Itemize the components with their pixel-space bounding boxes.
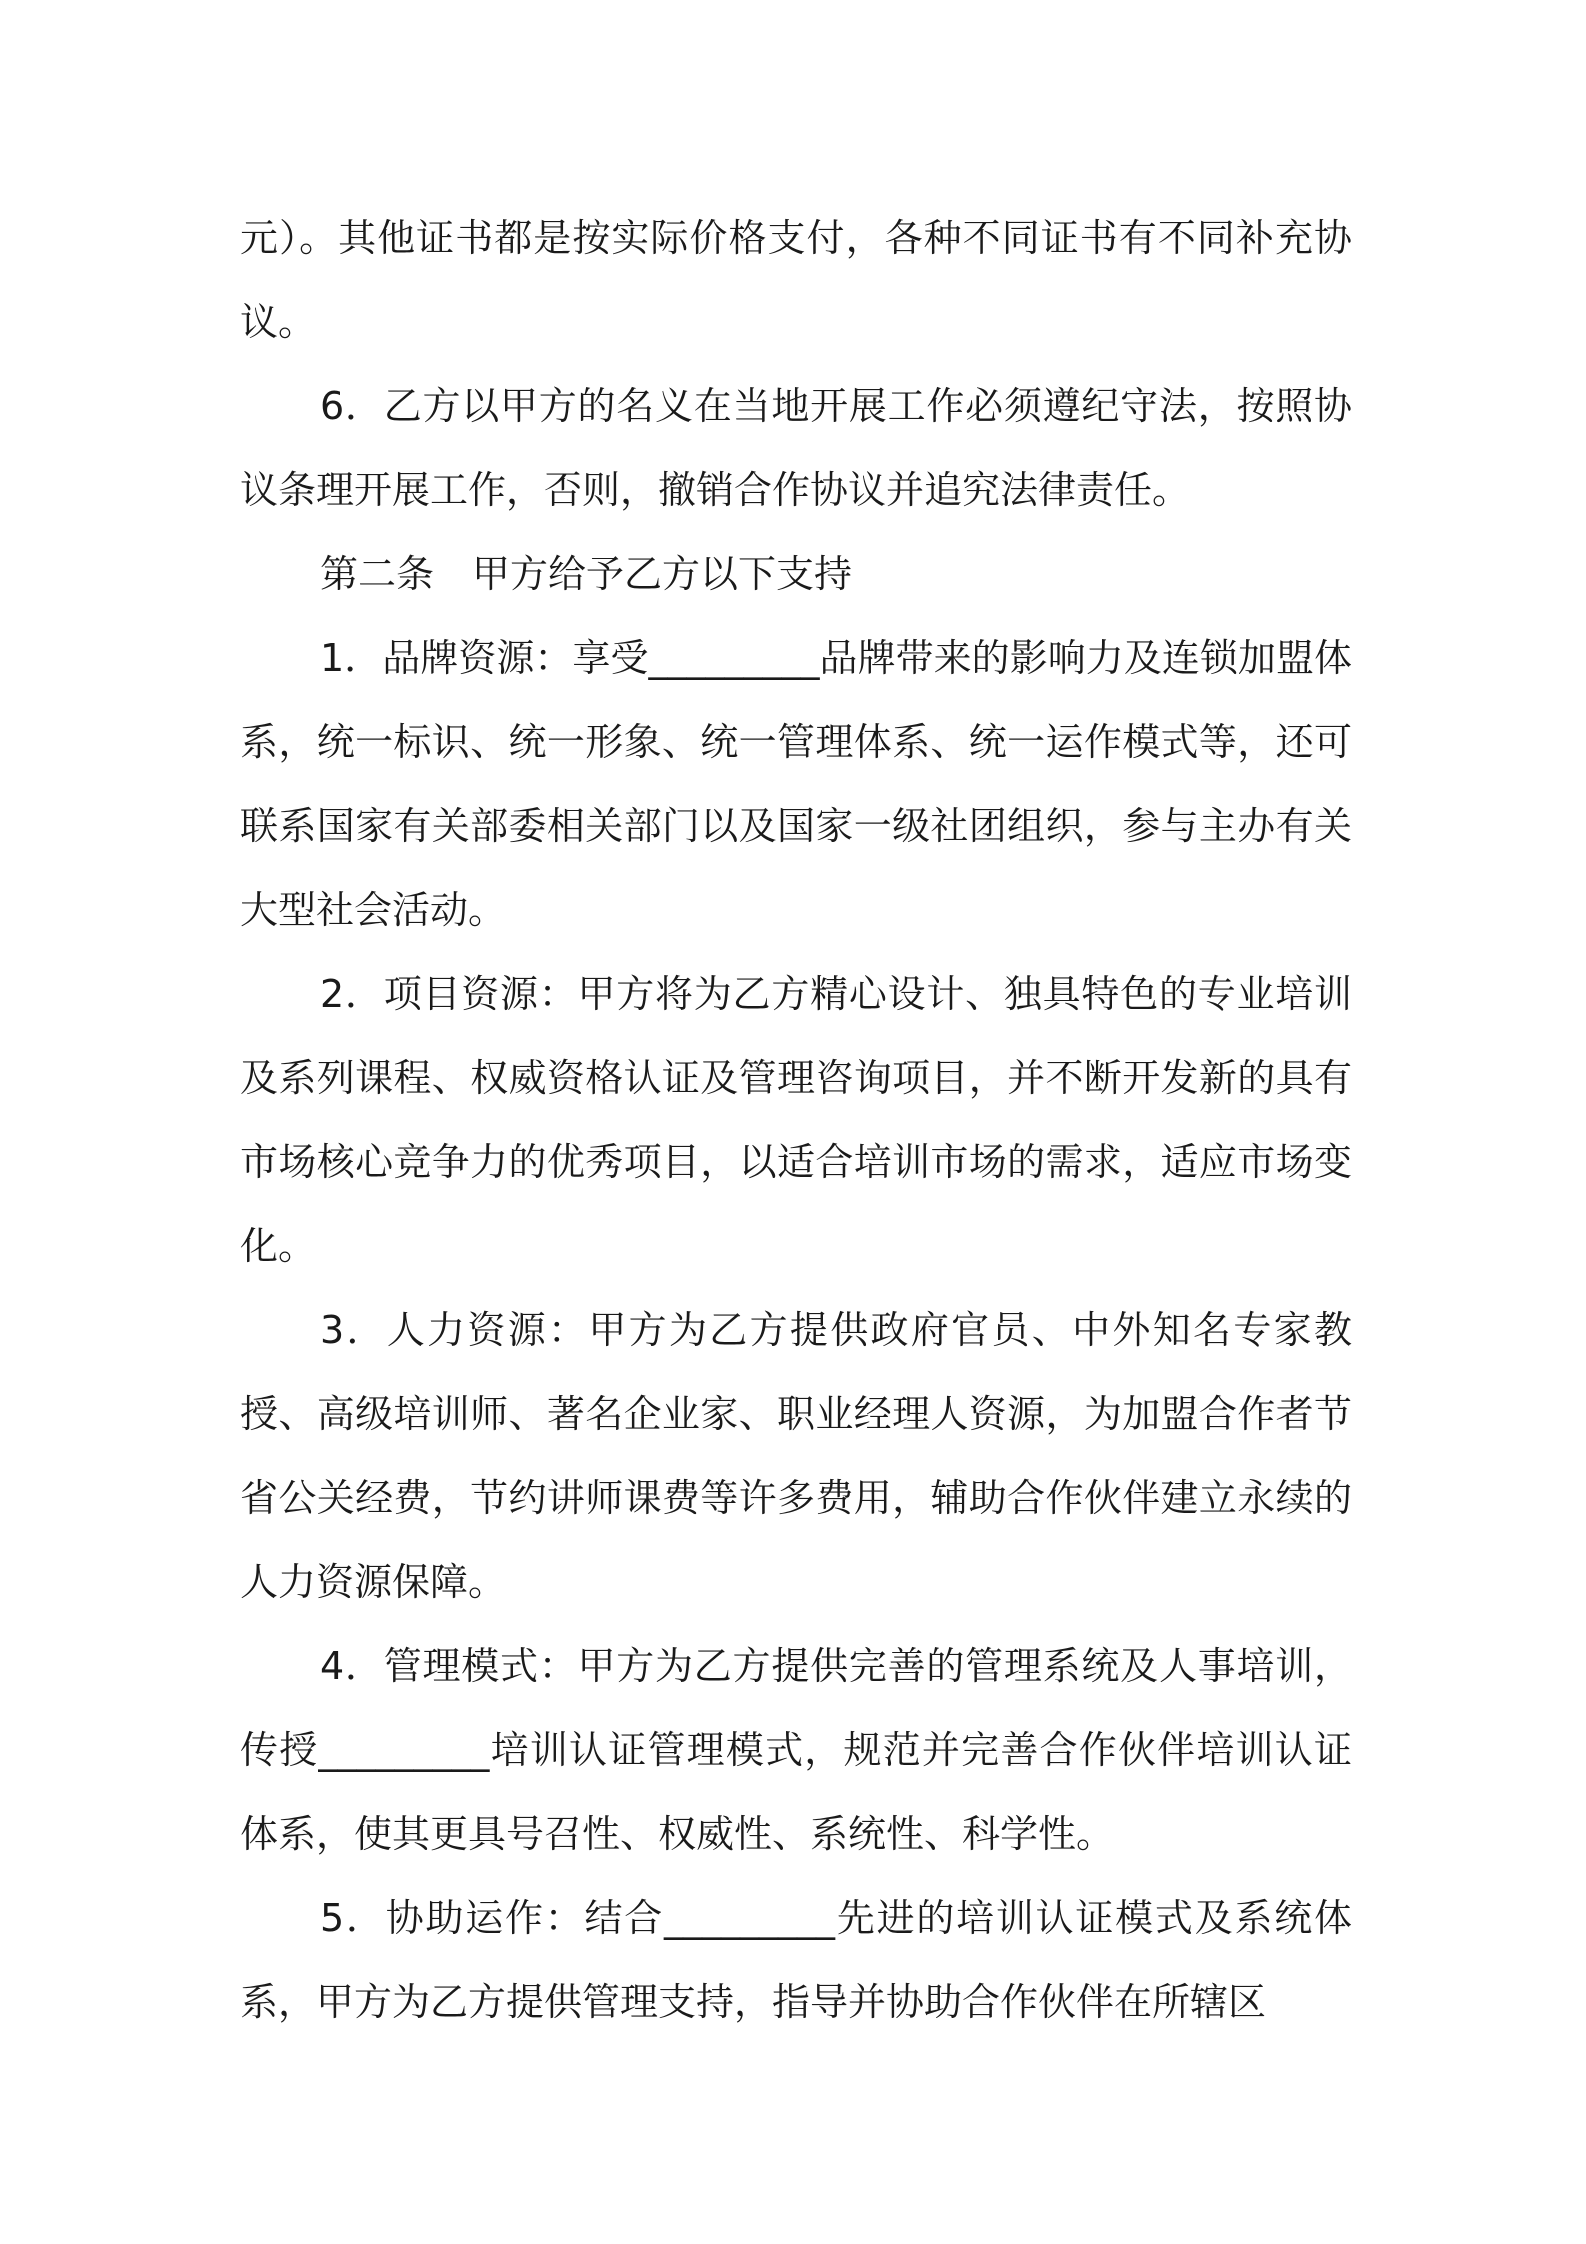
paragraph-support-1: 1．品牌资源：享受_________品牌带来的影响力及连锁加盟体系，统一标识、统一形象、统一管理体系、统一运作模式等，还可联系国家有关部委相关部门以及国家一级社团组织，参与主办有关大型社会活动。 (240, 636, 1352, 932)
paragraph-continuation: 元）。其他证书都是按实际价格支付，各种不同证书有不同补充协议。 (240, 216, 1352, 344)
paragraph-support-3: 3．人力资源：甲方为乙方提供政府官员、中外知名专家教授、高级培训师、著名企业家、职业经理人资源，为加盟合作者节省公关经费，节约讲师课费等许多费用，辅助合作伙伴建立永续的人力资源保障。 (240, 1308, 1352, 1604)
paragraph-support-2: 2．项目资源：甲方将为乙方精心设计、独具特色的专业培训及系列课程、权威资格认证及管理咨询项目，并不断开发新的具有市场核心竞争力的优秀项目，以适合培训市场的需求，适应市场变化。 (240, 972, 1352, 1268)
document-body (240, 196, 1352, 2044)
paragraph-support-4: 4．管理模式：甲方为乙方提供完善的管理系统及人事培训，传授_________培训认证管理模式，规范并完善合作伙伴培训认证体系，使其更具号召性、权威性、系统性、科学性。 (240, 1644, 1352, 1856)
paragraph-support-5: 5．协助运作：结合_________先进的培训认证模式及系统体系，甲方为乙方提供管理支持，指导并协助合作伙伴在所辖区 (240, 1896, 1352, 2024)
paragraph-item-6: 6．乙方以甲方的名义在当地开展工作必须遵纪守法，按照协议条理开展工作，否则，撤销合作协议并追究法律责任。 (240, 384, 1352, 512)
article-heading: 第二条 甲方给予乙方以下支持 (320, 552, 853, 596)
